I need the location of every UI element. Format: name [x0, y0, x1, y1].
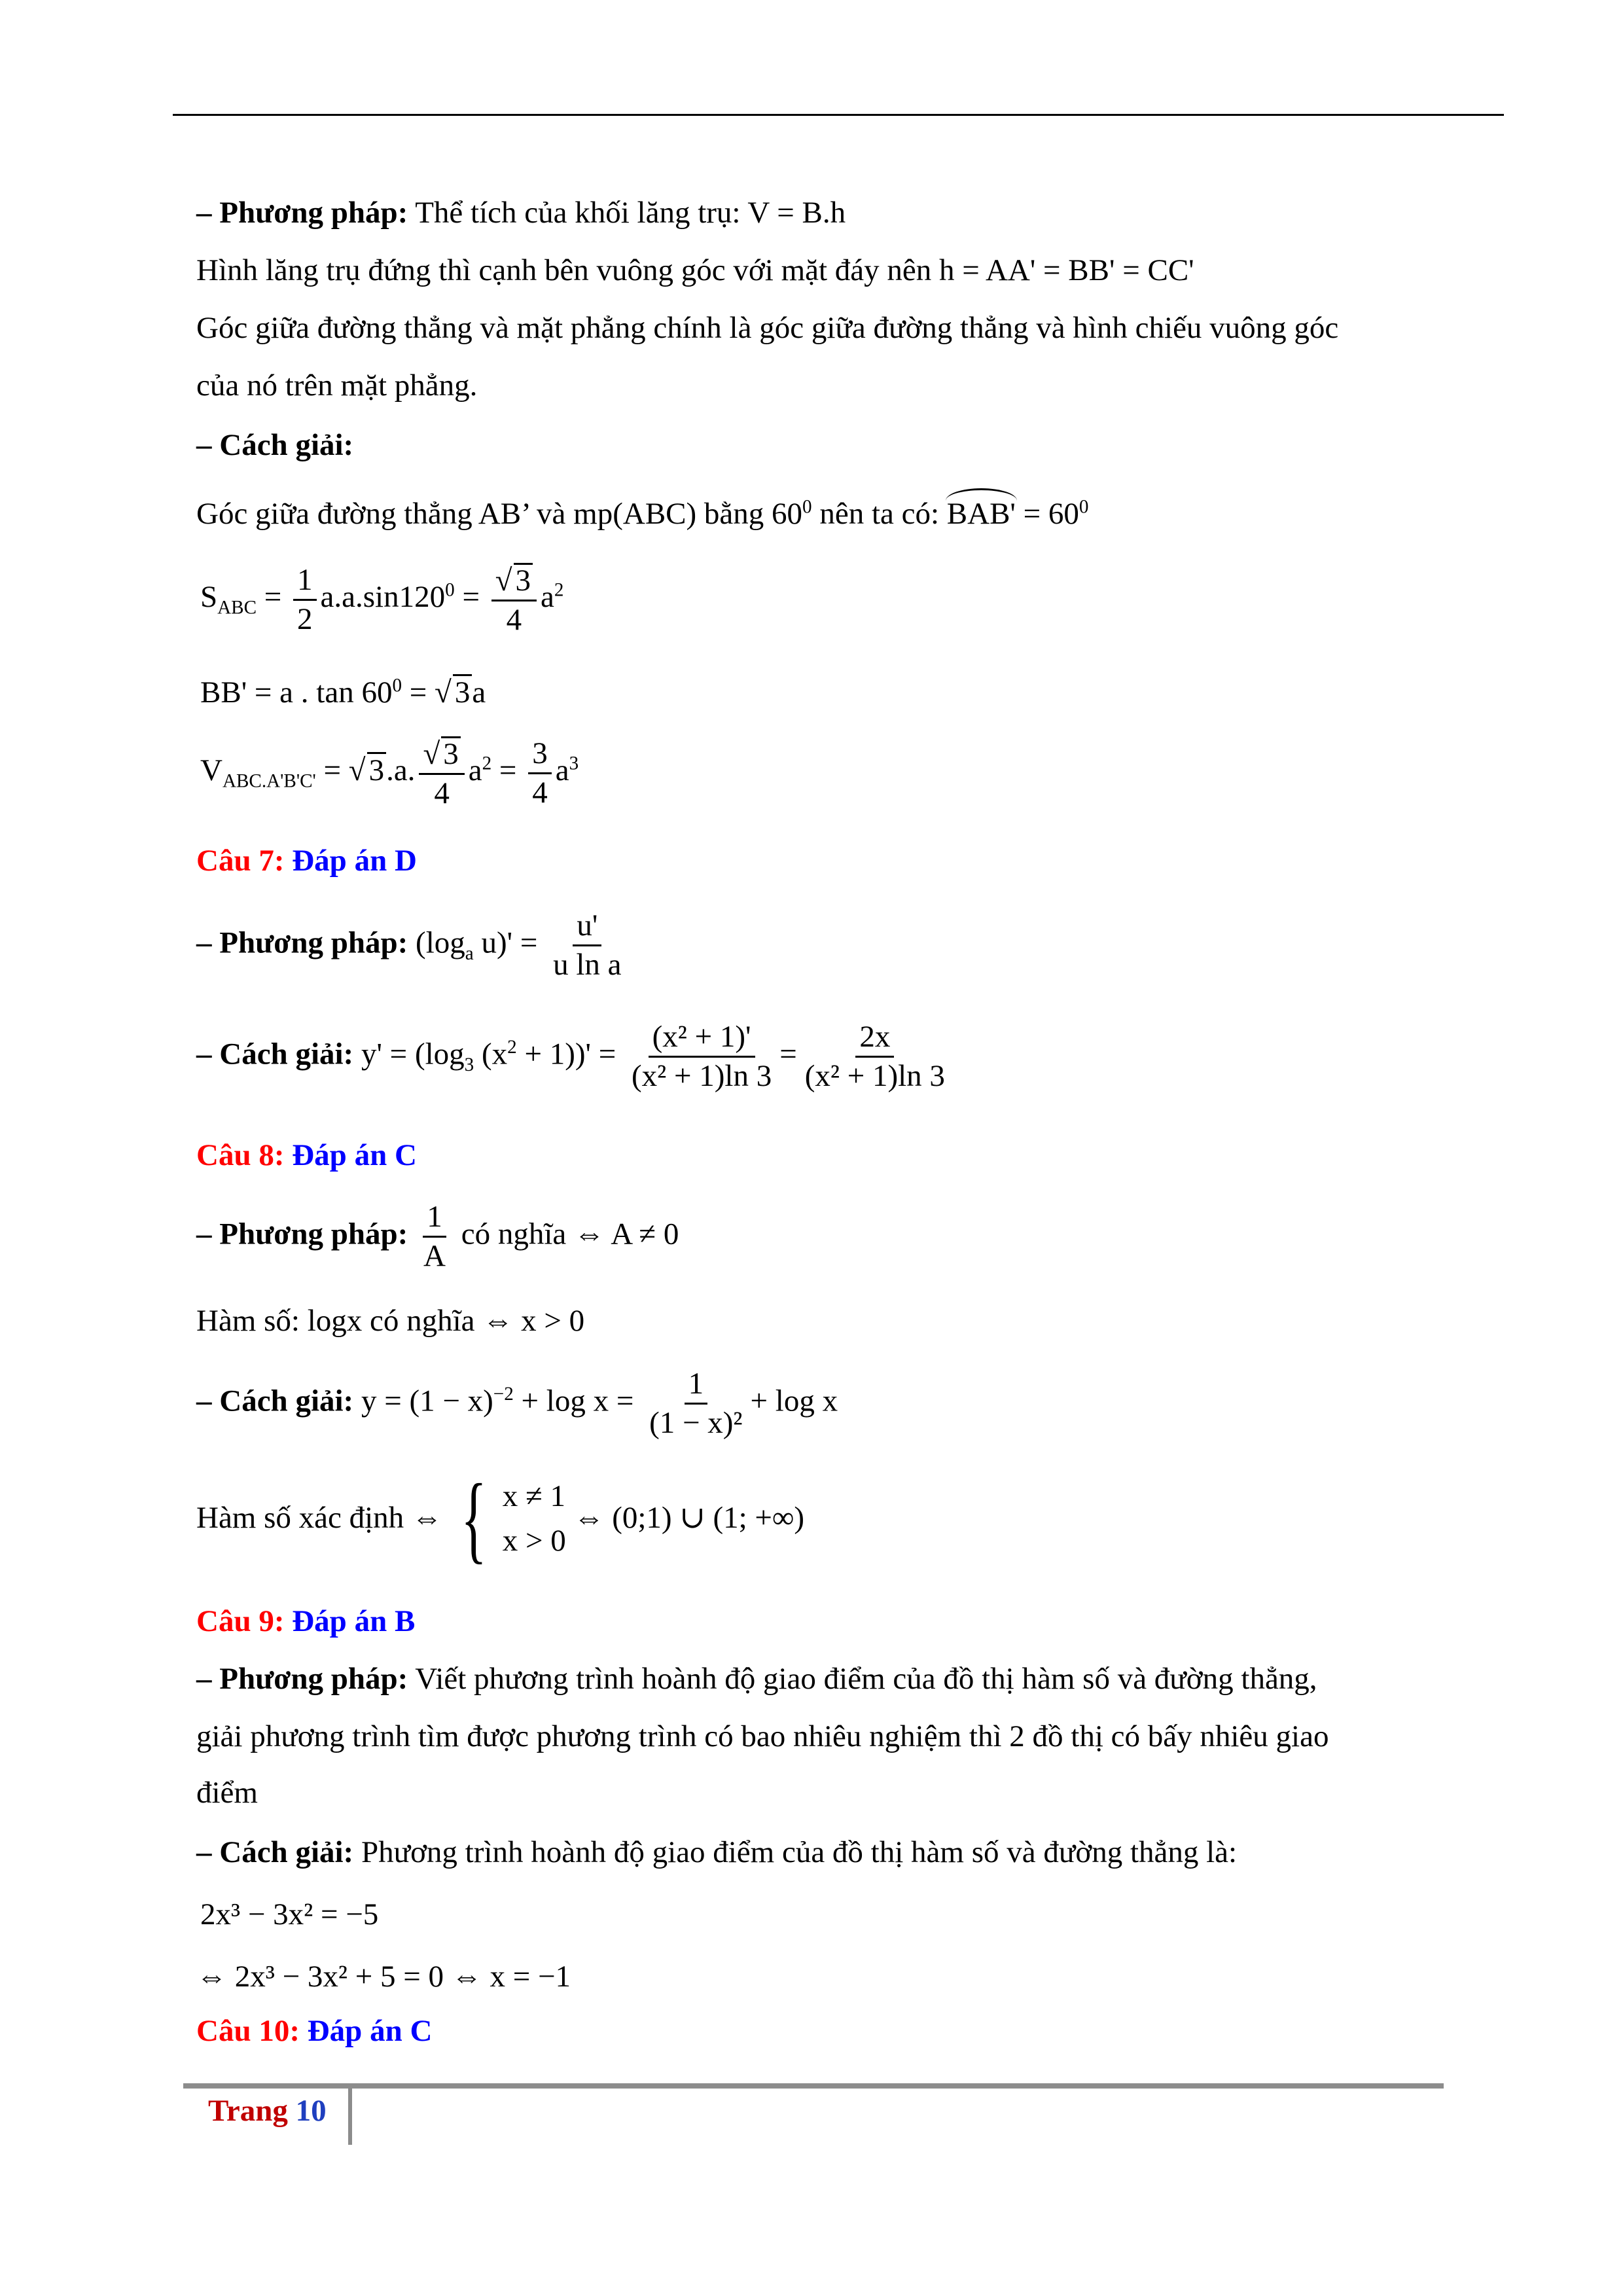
- question-8-system-rows: [503, 1474, 566, 1563]
- prism-edge-text: Hình lăng trụ đứng thì cạnh bên vuông góc với mặt đáy nên: [196, 253, 940, 287]
- angle-text-2: nên ta có:: [812, 497, 947, 531]
- question-7-solution-sup: 2: [507, 1036, 517, 1058]
- prism-edge-line: [196, 254, 1194, 288]
- question-8-solution-sup: −2: [493, 1383, 514, 1405]
- page-number: [208, 2093, 327, 2128]
- question-8-label: Câu 8:: [196, 1138, 293, 1172]
- question-7-eq: =: [779, 1037, 797, 1071]
- question-9-method-label: – Phương pháp:: [196, 1662, 408, 1696]
- question-9-solution-text: Phương trình hoành độ giao điểm của đồ thị hàm số và đường thẳng là:: [353, 1835, 1238, 1869]
- question-7-solution-sub: 3: [464, 1054, 474, 1076]
- area-tail-sup: 2: [554, 579, 564, 601]
- area-eq: =: [264, 580, 282, 615]
- question-8-system-row-1: x ≠ 1: [502, 1479, 565, 1513]
- question-9-method-text: Viết phương trình hoành độ giao điểm của đồ thị hàm số và đường thẳng,: [408, 1662, 1317, 1696]
- height-text: BB' = a . tan 60: [200, 675, 393, 709]
- question-8-solution: [196, 1368, 838, 1440]
- question-7-method: [196, 910, 630, 982]
- area-fraction-sqrt3: $\frac{√ 3}{4}$: [491, 563, 537, 637]
- height-tail: a: [472, 675, 486, 709]
- question-10-heading: [196, 2015, 432, 2049]
- solution-label: – Cách giải:: [196, 428, 354, 462]
- angle-sup: 0: [802, 496, 812, 518]
- question-7-method-math-a: (log: [416, 925, 465, 960]
- prism-edge-formula: h = AA' = BB' = CC': [939, 253, 1194, 287]
- question-8-solution-label: – Cách giải:: [196, 1384, 354, 1418]
- question-8-solution-c: + log x: [750, 1384, 838, 1418]
- question-7-solution: [196, 1021, 953, 1093]
- angle-bab: BAB': [946, 497, 1016, 531]
- question-9-label: Câu 9:: [196, 1604, 293, 1638]
- question-10-label: Câu 10:: [196, 2014, 308, 2048]
- footer-rule: [183, 2083, 1444, 2089]
- question-8-log-text: Hàm số: logx có nghĩa: [196, 1304, 483, 1338]
- question-8-method-label: – Phương pháp:: [196, 1217, 408, 1251]
- volume-sqrt: 3: [367, 752, 387, 788]
- question-8-heading: [196, 1139, 417, 1173]
- header-rule: [173, 114, 1504, 116]
- question-8-domain-result: ⇔ (0;1) ∪ (1; +∞): [573, 1501, 805, 1535]
- method-line: [196, 196, 846, 230]
- question-7-method-math-b: u)' =: [473, 925, 538, 960]
- volume-fraction-sqrt3: $\frac{√ 3}{4}$: [419, 736, 464, 810]
- angle-line: [196, 497, 1088, 531]
- angle-definition-line-2: của nó trên mặt phẳng.: [196, 368, 478, 403]
- volume-tail: a: [555, 753, 569, 788]
- height-formula: BB' = a . $\tan 60^0$ = √ 3a: [200, 675, 486, 709]
- angle-eq: = 60: [1015, 497, 1079, 531]
- question-8-domain-text: Hàm số xác định: [196, 1501, 412, 1535]
- volume-symbol: V: [200, 753, 223, 788]
- question-8-fraction: $\frac{1}{A}$: [423, 1200, 446, 1274]
- volume-a: a: [468, 753, 482, 788]
- question-8-answer: Đáp án C: [292, 1138, 417, 1172]
- question-8-system-row-2: x > 0: [502, 1524, 566, 1558]
- question-8-log-domain: [196, 1304, 584, 1338]
- question-7-method-fraction: $\frac{u'}{\text{u ln a}}$: [553, 908, 622, 982]
- question-8-solution-b: + log x =: [513, 1384, 634, 1418]
- volume-tail-sup: 3: [569, 753, 579, 774]
- height-sqrt: 3: [453, 674, 473, 710]
- volume-result: $V_{ABC.A'B'C'}$ = √ 3.a. $\frac{√ 3}{4}$ $a^2$ = $\frac{3}{4}$ $a^3$: [200, 736, 579, 811]
- area-sub: ABC: [217, 597, 257, 619]
- question-9-answer: Đáp án B: [292, 1604, 416, 1638]
- area-formula: [200, 563, 563, 637]
- area-fraction-half: $\frac{1}{2}$: [293, 564, 317, 636]
- question-8-system: [450, 1464, 566, 1573]
- page-value: 10: [295, 2094, 327, 2128]
- question-7-fraction-1: $\frac{\text{(x² + 1)'}}{\text{(x² + 1)ln 3}}$: [631, 1020, 772, 1094]
- area-mid: a.a.sin120: [320, 580, 446, 615]
- question-8-method-text: có nghĩa: [454, 1217, 575, 1251]
- question-9-method-3: điểm: [196, 1776, 258, 1810]
- question-7-method-sub: a: [465, 943, 474, 965]
- area-tail: a: [541, 580, 554, 615]
- question-8-solution-a: y = (1 − x): [353, 1384, 493, 1418]
- question-7-fraction-2: $\frac{2x}{\text{(x² + 1)ln 3}}$: [804, 1020, 945, 1094]
- volume-formula: V = B.h: [747, 196, 846, 230]
- angle-eq-sup: 0: [1079, 496, 1089, 518]
- question-7-answer: Đáp án D: [292, 844, 417, 878]
- question-9-method-2: giải phương trình tìm được phương trình có bao nhiêu nghiệm thì 2 đồ thị có bấy nhiêu giao: [196, 1719, 1329, 1753]
- question-8-method-math: ⇔ A ≠ 0: [574, 1217, 679, 1251]
- question-8-domain: [196, 1464, 805, 1573]
- volume-mid: .a.: [386, 753, 416, 788]
- brace-icon: {: [460, 1464, 487, 1573]
- method-label: – Phương pháp:: [196, 196, 408, 230]
- angle-text: Góc giữa đường thẳng AB’ và mp(ABC) bằng 60: [196, 497, 803, 531]
- question-7-heading: [196, 844, 417, 878]
- question-9-solution: [196, 1836, 1237, 1870]
- volume-sub: ABC.A'B'C': [222, 770, 316, 792]
- area-mid-sup: 0: [445, 579, 455, 601]
- area-eq-2: =: [462, 580, 480, 615]
- volume-eq-2: =: [499, 753, 517, 788]
- volume-a-sup: 2: [482, 753, 492, 774]
- question-9-equation-2: ⇔ 2x³ − 3x² + 5 = 0 ⇔ x = −1: [196, 1960, 571, 1994]
- question-9-equation-1: 2x³ − 3x² = −5: [200, 1897, 379, 1931]
- page-label: Trang: [208, 2094, 296, 2128]
- volume-eq: =: [323, 753, 342, 788]
- height-sup: 0: [392, 675, 402, 696]
- question-8-solution-fraction: $\frac{1}{\text{(1 − x)²}}$: [649, 1367, 743, 1441]
- height-eq: =: [402, 675, 435, 709]
- footer-divider: [348, 2089, 352, 2145]
- question-7-solution-a: y' = (log: [353, 1037, 465, 1071]
- question-8-method: [196, 1201, 679, 1273]
- method-text: Thể tích của khối lăng trụ:: [408, 196, 748, 230]
- question-9-method: [196, 1662, 1317, 1696]
- question-9-solution-label: – Cách giải:: [196, 1835, 354, 1869]
- question-8-domain-iff: ⇔: [411, 1501, 442, 1535]
- area-symbol: S: [200, 580, 218, 615]
- question-9-heading: [196, 1605, 415, 1639]
- question-7-label: Câu 7:: [196, 844, 293, 878]
- volume-fraction-3-4: $\frac{3}{4}$: [528, 738, 552, 810]
- question-8-log-math: ⇔ x > 0: [482, 1304, 585, 1338]
- question-7-solution-b: (x: [474, 1037, 508, 1071]
- question-7-solution-label: – Cách giải:: [196, 1037, 354, 1071]
- angle-definition-line: Góc giữa đường thẳng và mặt phẳng chính là góc giữa đường thẳng và hình chiếu vuông góc: [196, 311, 1339, 345]
- question-7-solution-c: + 1))' =: [516, 1037, 616, 1071]
- question-10-answer: Đáp án C: [307, 2014, 433, 2048]
- question-7-method-label: – Phương pháp:: [196, 925, 408, 960]
